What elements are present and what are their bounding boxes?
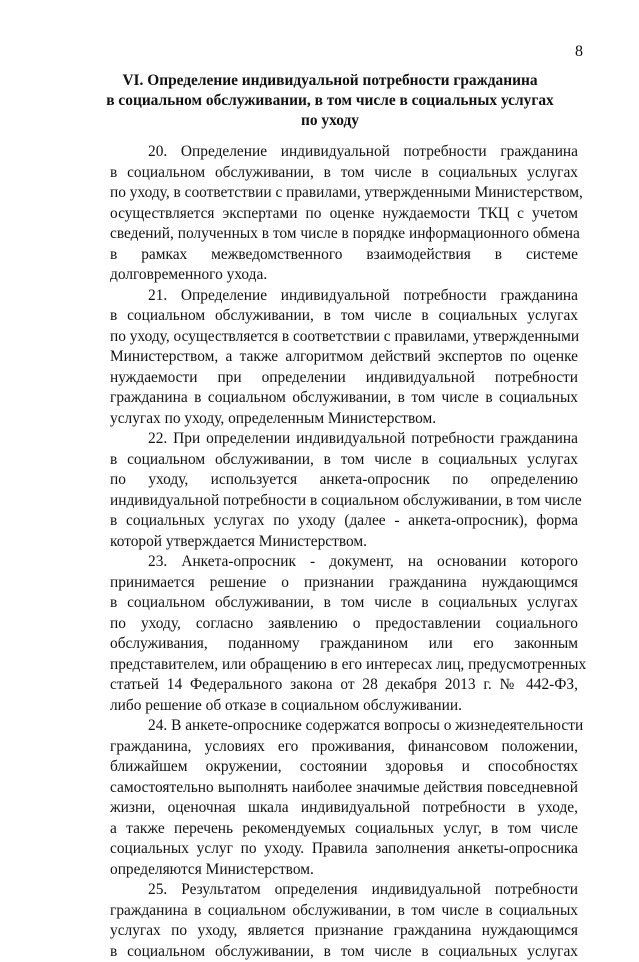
paragraph-line: гражданина в социальном обслуживании, в том числе в социальных bbox=[110, 901, 578, 922]
paragraph-line: в рамках межведомственного взаимодействия в системе bbox=[110, 245, 578, 266]
paragraph-line: в социальных услугах по уходу (далее - анкета-опросник), форма bbox=[110, 511, 578, 532]
paragraph-line: 22. При определении индивидуальной потребности гражданина bbox=[110, 429, 578, 450]
paragraph-line: индивидуальной потребности в социальном обслуживании, в том числе bbox=[110, 491, 578, 512]
paragraph-line: нуждаемости при определении индивидуальной потребности bbox=[110, 368, 578, 389]
document-body bbox=[110, 142, 578, 962]
paragraph-line: сведений, полученных в том числе в порядке информационного обмена bbox=[110, 224, 578, 245]
paragraph-line: долговременного ухода. bbox=[110, 265, 578, 286]
paragraph-line: принимается решение о признании гражданина нуждающимся bbox=[110, 573, 578, 594]
section-heading bbox=[100, 71, 560, 131]
paragraph-line: самостоятельно выполнять наиболее значимые действия повседневной bbox=[110, 778, 578, 799]
paragraph-20 bbox=[110, 142, 578, 286]
heading-line: по уходу bbox=[100, 111, 560, 131]
paragraph-line: ближайшем окружении, состоянии здоровья и способностях bbox=[110, 757, 578, 778]
heading-line: в социальном обслуживании, в том числе в социальных услугах bbox=[100, 91, 560, 111]
paragraph-line: в социальном обслуживании, в том числе в социальных услугах bbox=[110, 450, 578, 471]
paragraph-line: в социальном обслуживании, в том числе в социальных услугах bbox=[110, 306, 578, 327]
paragraph-line: осуществляется экспертами по оценке нуждаемости ТКЦ с учетом bbox=[110, 204, 578, 225]
paragraph-line: гражданина в социальном обслуживании, в том числе в социальных bbox=[110, 388, 578, 409]
paragraph-line: гражданина, условиях его проживания, финансовом положении, bbox=[110, 737, 578, 758]
paragraph-line: по уходу, согласно заявлению о предоставлении социального bbox=[110, 614, 578, 635]
paragraph-line: 20. Определение индивидуальной потребности гражданина bbox=[110, 142, 578, 163]
heading-line: VI. Определение индивидуальной потребности гражданина bbox=[100, 71, 560, 91]
paragraph-22 bbox=[110, 429, 578, 552]
paragraph-line: определяются Министерством. bbox=[110, 860, 578, 881]
paragraph-line: обслуживания, поданному гражданином или его законным bbox=[110, 634, 578, 655]
paragraph-line: в социальном обслуживании, в том числе в социальных услугах bbox=[110, 593, 578, 614]
paragraph-line: 24. В анкете-опроснике содержатся вопросы о жизнедеятельности bbox=[110, 716, 578, 737]
paragraph-line: социальных услуг по уходу. Правила заполнения анкеты-опросника bbox=[110, 839, 578, 860]
page-number: 8 bbox=[575, 43, 583, 61]
paragraph-line: услугах по уходу, является признание гражданина нуждающимся bbox=[110, 921, 578, 942]
paragraph-21 bbox=[110, 286, 578, 430]
paragraph-line: статьей 14 Федерального закона от 28 декабря 2013 г. № 442-ФЗ, bbox=[110, 675, 578, 696]
paragraph-line: а также перечень рекомендуемых социальных услуг, в том числе bbox=[110, 819, 578, 840]
paragraph-line: в социальном обслуживании, в том числе в социальных услугах bbox=[110, 942, 578, 962]
paragraph-line: услугах по уходу, определенным Министерством. bbox=[110, 409, 578, 430]
paragraph-25 bbox=[110, 880, 578, 962]
paragraph-line: Министерством, а также алгоритмом действий экспертов по оценке bbox=[110, 347, 578, 368]
paragraph-line: в социальном обслуживании, в том числе в социальных услугах bbox=[110, 163, 578, 184]
paragraph-23 bbox=[110, 552, 578, 716]
paragraph-line: представителем, или обращению в его интересах лиц, предусмотренных bbox=[110, 655, 578, 676]
paragraph-24 bbox=[110, 716, 578, 880]
paragraph-line: 25. Результатом определения индивидуальной потребности bbox=[110, 880, 578, 901]
paragraph-line: по уходу, осуществляется в соответствии с правилами, утвержденными bbox=[110, 327, 578, 348]
paragraph-line: 21. Определение индивидуальной потребности гражданина bbox=[110, 286, 578, 307]
paragraph-line: которой утверждается Министерством. bbox=[110, 532, 578, 553]
paragraph-line: жизни, оценочная шкала индивидуальной потребности в уходе, bbox=[110, 798, 578, 819]
paragraph-line: по уходу, используется анкета-опросник по определению bbox=[110, 470, 578, 491]
paragraph-line: либо решение об отказе в социальном обслуживании. bbox=[110, 696, 578, 717]
paragraph-line: 23. Анкета-опросник - документ, на основании которого bbox=[110, 552, 578, 573]
paragraph-line: по уходу, в соответствии с правилами, утвержденными Министерством, bbox=[110, 183, 578, 204]
